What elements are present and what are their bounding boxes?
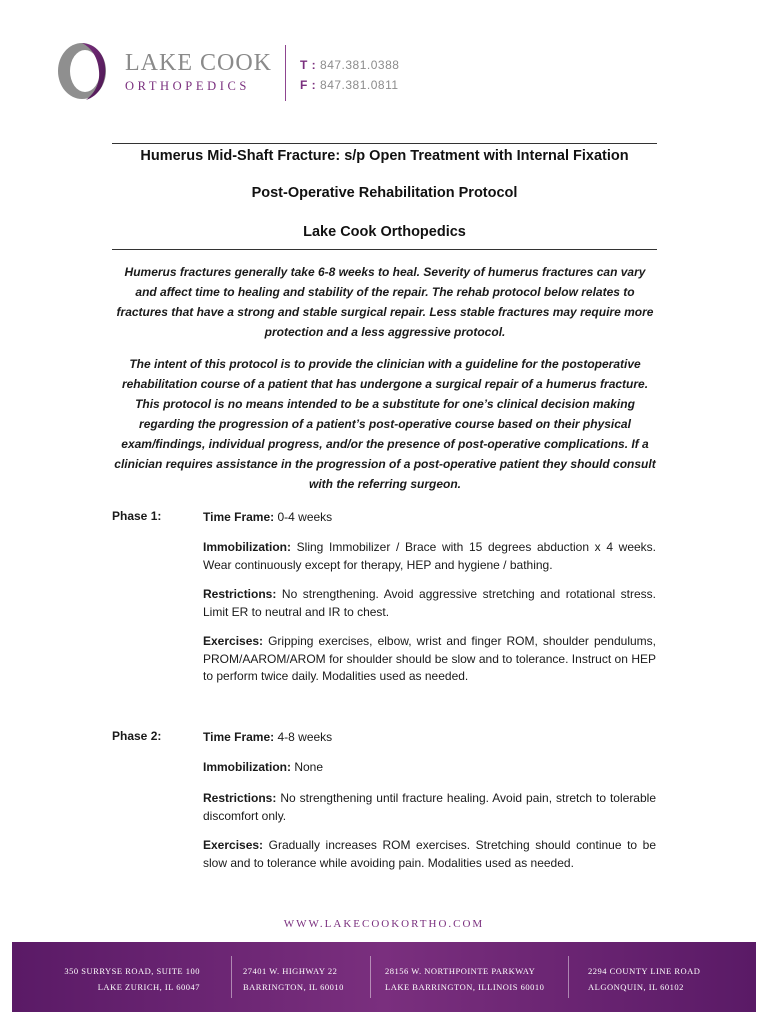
footer-divider	[568, 956, 569, 998]
website-link[interactable]: WWW.LAKECOOKORTHO.COM	[283, 918, 485, 930]
time-frame-value: 0-4 weeks	[274, 510, 333, 524]
phase-2-immobilization	[203, 759, 656, 777]
exercises-label: Exercises:	[203, 634, 264, 648]
immobilization-text: None	[291, 760, 324, 774]
phase-1-time-frame	[203, 509, 656, 527]
phase-1-immobilization	[203, 539, 656, 574]
intro-line: The intent of this protocol is to provide the clinician with a guideline for the postoperative	[129, 357, 641, 371]
brand-name: LAKE COOK	[125, 50, 272, 76]
intro-paragraph-2	[110, 354, 660, 494]
exercises-text: Gradually increases ROM exercises. Stretching should continue to be slow and to tolerance while avoiding pain. Modalities used as needed.	[203, 838, 656, 870]
exercises-text: Gripping exercises, elbow, wrist and finger ROM, shoulder pendulums, PROM/AAROM/AROM for shoulder should be slow and to tolerance. Instruct on HEP to perform twice daily. Modalities used as needed.	[203, 634, 656, 683]
time-frame-label: Time Frame:	[203, 510, 275, 524]
document-org: Lake Cook Orthopedics	[303, 224, 466, 240]
address-line: ALGONQUIN, IL 60102	[588, 982, 684, 992]
intro-line: with the referring surgeon.	[308, 477, 461, 491]
exercises-label: Exercises:	[203, 838, 264, 852]
footer-bar	[12, 942, 756, 1012]
address-line: 2294 COUNTY LINE ROAD	[588, 966, 701, 976]
restrictions-label: Restrictions:	[203, 791, 277, 805]
brand	[125, 50, 272, 94]
address-line: LAKE ZURICH, IL 60047	[97, 982, 200, 992]
time-frame-label: Time Frame:	[203, 730, 275, 744]
address-3	[385, 963, 544, 995]
restrictions-text: No strengthening. Avoid aggressive stretching and rotational stress. Limit ER to neutral and IR to chest.	[203, 587, 656, 619]
address-line: 350 SURRYSE ROAD, SUITE 100	[64, 966, 200, 976]
phase-1-exercises	[203, 633, 656, 686]
phase-1-restrictions	[203, 586, 656, 621]
intro-line: exam/findings, individual progress, and/or the presence of post-operative complications. If a	[121, 437, 649, 451]
lake-cook-logo-icon	[52, 40, 112, 102]
restrictions-text: No strengthening until fracture healing. Avoid pain, stretch to tolerable discomfort only.	[203, 791, 656, 823]
address-2	[243, 963, 344, 995]
immobilization-label: Immobilization:	[203, 540, 291, 554]
title-rule-bottom	[112, 249, 657, 250]
intro-line: and affect time to healing and stability of the repair. The rehab protocol below relates to	[135, 285, 635, 299]
footer-divider	[370, 956, 371, 998]
footer-divider	[231, 956, 232, 998]
immobilization-text: Sling Immobilizer / Brace with 15 degrees abduction x 4 weeks. Wear continuously except for therapy, HEP and hygiene / bathing.	[203, 540, 656, 572]
phase-2-time-frame	[203, 729, 656, 747]
fax-number: 847.381.0811	[320, 78, 399, 92]
address-line: LAKE BARRINGTON, ILLINOIS 60010	[385, 982, 545, 992]
title-rule-top	[112, 143, 657, 144]
intro-line: This protocol is no means intended to be a substitute for one’s clinical decision making	[135, 397, 635, 411]
address-4	[588, 963, 700, 995]
intro-line: fractures that have a strong and stable surgical repair. Less stable fractures may require more	[116, 305, 654, 319]
immobilization-label: Immobilization:	[203, 760, 291, 774]
intro-line: regarding the progression of a patient’s post-operative course based on their physical	[139, 417, 631, 431]
intro-paragraph-1	[110, 262, 660, 342]
intro-line: protection and a less aggressive protocol.	[264, 325, 506, 339]
contact-info	[300, 55, 399, 95]
phone-label: T :	[300, 58, 317, 72]
address-line: 27401 W. HIGHWAY 22	[243, 966, 338, 976]
fax-label: F :	[300, 78, 317, 92]
document-subtitle: Post-Operative Rehabilitation Protocol	[251, 185, 518, 201]
restrictions-label: Restrictions:	[203, 587, 277, 601]
phase-1-label: Phase 1:	[112, 509, 162, 523]
brand-subtitle: ORTHOPEDICS	[125, 79, 250, 93]
phase-2-exercises	[203, 837, 656, 872]
address-line: 28156 W. NORTHPOINTE PARKWAY	[385, 966, 536, 976]
phase-2-restrictions	[203, 790, 656, 825]
intro-line: Humerus fractures generally take 6-8 weeks to heal. Severity of humerus fractures can vary	[124, 265, 646, 279]
header-divider	[285, 45, 286, 101]
phase-2-label: Phase 2:	[112, 729, 162, 743]
time-frame-value: 4-8 weeks	[274, 730, 333, 744]
address-1	[64, 963, 200, 995]
phone-number: 847.381.0388	[320, 58, 400, 72]
address-line: BARRINGTON, IL 60010	[243, 982, 344, 992]
intro-line: clinician requires assistance in the progression of a post-operative patient they should consult	[114, 457, 656, 471]
document-title: Humerus Mid-Shaft Fracture: s/p Open Treatment with Internal Fixation	[140, 148, 629, 164]
intro-line: rehabilitation course of a patient that has undergone a surgical repair of a humerus fracture.	[121, 377, 649, 391]
